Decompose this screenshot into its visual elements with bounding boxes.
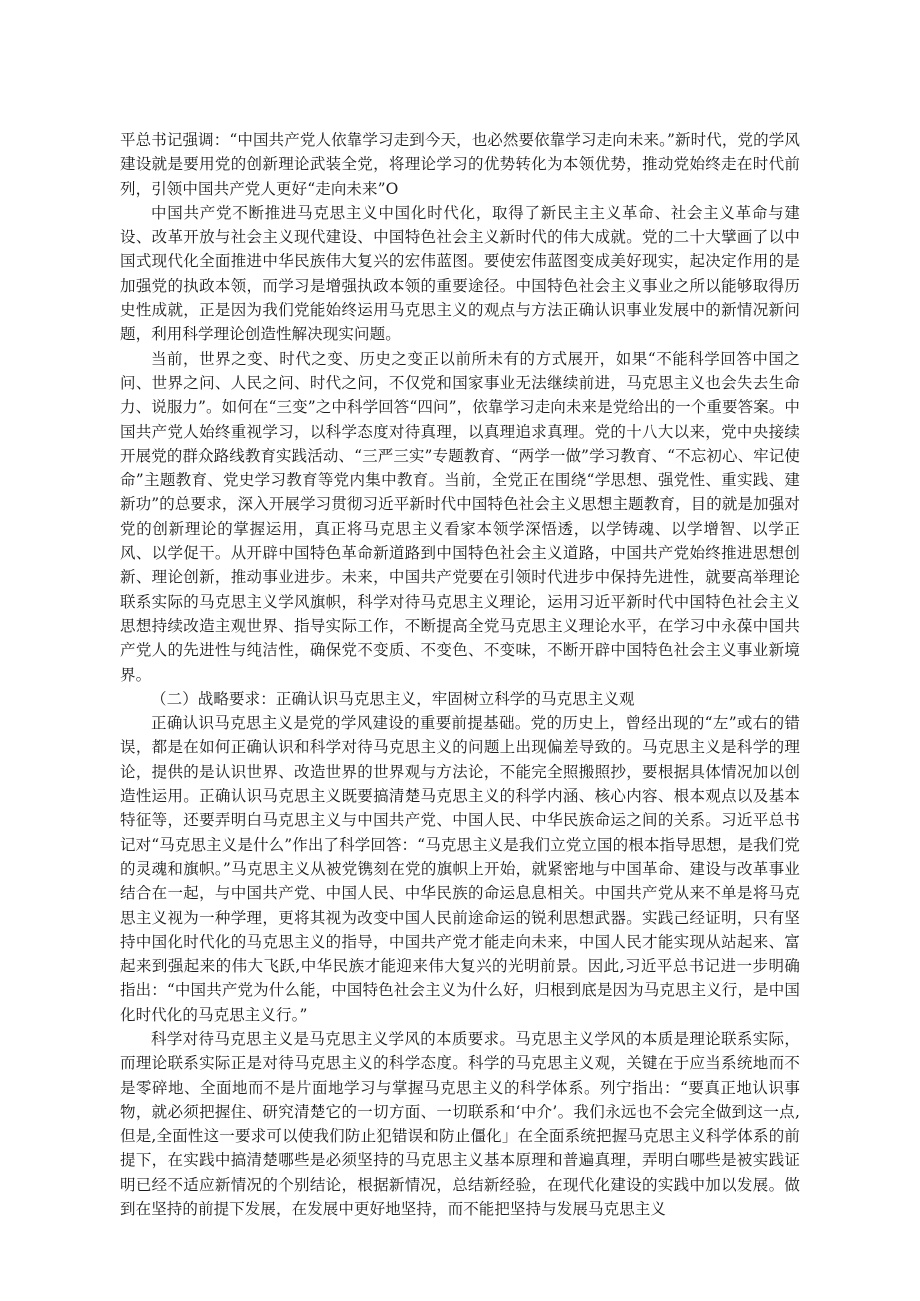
- paragraph-intro-continuation: 平总书记强调：“中国共产党人依靠学习走到今天，也必然要依靠学习走向未来。”新时代，党的学风建设就是要用党的创新理论武装全党，将理论学习的优势转化为本领优势，推动党始终走在时代前列，引领中国共产党人更好“走向未来”O: [120, 131, 800, 198]
- document-page: [120, 128, 800, 1221]
- paragraph-scientific-attitude: 科学对待马克思主义是马克思主义学风的本质要求。马克思主义学风的本质是理论联系实际，而理论联系实际正是对待马克思主义的科学态度。科学的马克思主义观，关键在于应当系统地而不是零碎地、全面地而不是片面地学习与掌握马克思主义的科学体系。列宁指出：“要真正地认识事物，就必须把握住、研究清楚它的一切方面、一切联系和‘中介’。我们永远也不会完全做到这一点,但是,全面性这一要求可以使我们防止犯错误和防止僵化」在全面系统把握马克思主义科学体系的前提下，在实践中搞清楚哪些是必须坚持的马克思主义基本原理和普遍真理，弄明白哪些是被实践证明已经不适应新情况的个别结论，根据新情况，总结新经验，在现代化建设的实践中加以发展。做到在坚持的前提下发展，在发展中更好地坚持，而不能把坚持与发展马克思主义: [120, 1029, 800, 1219]
- paragraph-modernization-achievements: 中国共产党不断推进马克思主义中国化时代化，取得了新民主主义革命、社会主义革命与建设、改革开放与社会主义现代建设、中国特色社会主义新时代的伟大成就。党的二十大擘画了以中国式现代化全面推进中华民族伟大复兴的宏伟蓝图。要使宏伟蓝图变成美好现实，起决定作用的是加强党的执政本领，而学习是增强执政本领的重要途径。中国特色社会主义事业之所以能够取得历史性成就，正是因为我们党能始终运用马克思主义的观点与方法正确认识事业发展中的新情况新问题，利用科学理论创造性解决现实问题。: [120, 203, 800, 344]
- paragraph-world-changes: 当前，世界之变、时代之变、历史之变正以前所未有的方式展开，如果“不能科学回答中国之问、世界之问、人民之问、时代之问，不仅党和国家事业无法继续前进，马克思主义也会失去生命力、说服力”。如何在“三变”之中科学回答“四问”，依靠学习走向未来是党给出的一个重要答案。中国共产党人始终重视学习，以科学态度对待真理，以真理追求真理。党的十八大以来，党中央接续开展党的群众路线教育实践活动、“三严三实”专题教育、“两学一做”学习教育、“不忘初心、牢记使命”主题教育、党史学习教育等党内集中教育。当前，全党正在围绕“学思想、强党性、重实践、建新功”的总要求，深入开展学习贯彻习近平新时代中国特色社会主义思想主题教育，目的就是加强对党的创新理论的掌握运用，真正将马克思主义看家本领学深悟透，以学铸魂、以学增智、以学正风、以学促干。从开辟中国特色革命新道路到中国特色社会主义道路，中国共产党始终推进思想创新、理论创新，推动事业进步。未来，中国共产党要在引领时代进步中保持先进性，就要高举理论联系实际的马克思主义学风旗帜，科学对待马克思主义理论，运用习近平新时代中国特色社会主义思想持续改造主观世界、指导实际工作，不断提高全党马克思主义理论水平，在学习中永葆中国共产党人的先进性与纯洁性，确保党不变质、不变色、不变味，不断开辟中国特色社会主义事业新境界。: [120, 349, 800, 684]
- paragraph-correct-understanding: 正确认识马克思主义是党的学风建设的重要前提基础。党的历史上，曾经出现的“左”或右的错误，都是在如何正确认识和科学对待马克思主义的问题上出现偏差导致的。马克思主义是科学的理论，提供的是认识世界、改造世界的世界观与方法论，不能完全照搬照抄，要根据具体情况加以创造性运用。正确认识马克思主义既要搞清楚马克思主义的科学内涵、核心内容、根本观点以及基本特征等，还要弄明白马克思主义与中国共产党、中国人民、中华民族命运之间的关系。习近平总书记对“马克思主义是什么”作出了科学回答：“马克思主义是我们立党立国的根本指导思想，是我们党的灵魂和旗帜。”马克思主义从被党镌刻在党的旗帜上开始，就紧密地与中国革命、建设与改革事业结合在一起，与中国共产党、中国人民、中华民族的命运息息相关。中国共产党从来不单是将马克思主义视为一种学理，更将其视为改变中国人民前途命运的锐利思想武器。实践己经证明，只有坚持中国化时代化的马克思主义的指导，中国共产党才能走向未来，中国人民才能实现从站起来、富起来到强起来的伟大飞跃,中华民族才能迎来伟大复兴的光明前景。因此,习近平总书记进一步明确指出：“中国共产党为什么能，中国特色社会主义为什么好，归根到底是因为马克思主义行，是中国化时代化的马克思主义行。”: [120, 714, 800, 1024]
- section-heading-strategic-requirement: （二）战略要求：正确认识马克思主义，牢固树立科学的马克思主义观: [151, 689, 635, 708]
